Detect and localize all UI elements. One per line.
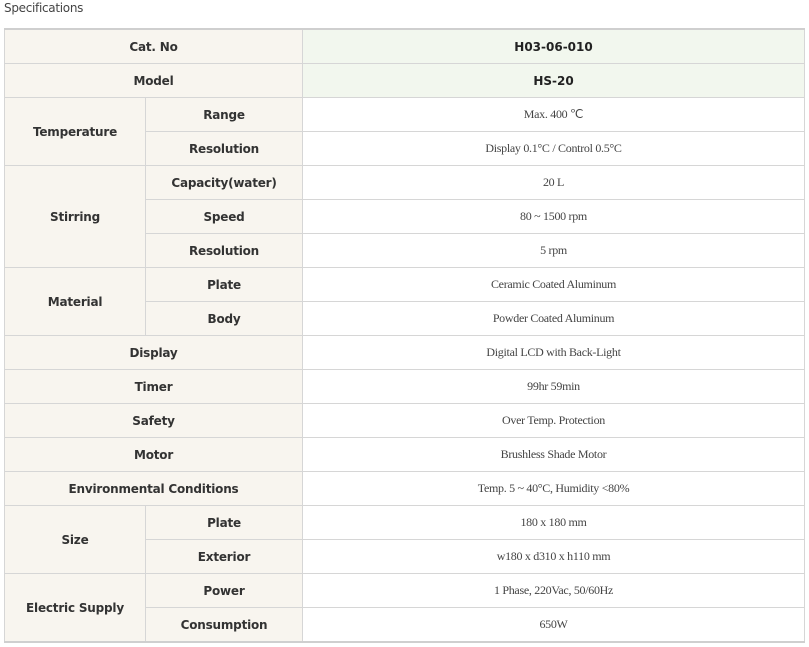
motor-value: Brushless Shade Motor bbox=[303, 438, 805, 472]
size-group-label: Size bbox=[5, 506, 146, 574]
table-row bbox=[5, 404, 805, 438]
model-label: Model bbox=[5, 64, 303, 98]
table-row bbox=[5, 574, 805, 608]
temperature-group-label: Temperature bbox=[5, 98, 146, 166]
stirring-resolution-value: 5 rpm bbox=[303, 234, 805, 268]
stirring-speed-value: 80 ~ 1500 rpm bbox=[303, 200, 805, 234]
stirring-resolution-label: Resolution bbox=[146, 234, 303, 268]
temperature-resolution-label: Resolution bbox=[146, 132, 303, 166]
timer-label: Timer bbox=[5, 370, 303, 404]
specifications-table bbox=[4, 28, 805, 643]
table-row bbox=[5, 506, 805, 540]
material-body-label: Body bbox=[146, 302, 303, 336]
table-row bbox=[5, 336, 805, 370]
table-row bbox=[5, 166, 805, 200]
stirring-capacity-label: Capacity(water) bbox=[146, 166, 303, 200]
table-row bbox=[5, 438, 805, 472]
size-plate-value: 180 x 180 mm bbox=[303, 506, 805, 540]
temperature-range-value: Max. 400 ℃ bbox=[303, 98, 805, 132]
size-plate-label: Plate bbox=[146, 506, 303, 540]
electric-power-value: 1 Phase, 220Vac, 50/60Hz bbox=[303, 574, 805, 608]
temperature-resolution-value: Display 0.1°C / Control 0.5°C bbox=[303, 132, 805, 166]
table-row bbox=[5, 64, 805, 98]
temperature-range-label: Range bbox=[146, 98, 303, 132]
cat-no-value: H03-06-010 bbox=[303, 29, 805, 64]
cat-no-label: Cat. No bbox=[5, 29, 303, 64]
display-label: Display bbox=[5, 336, 303, 370]
motor-label: Motor bbox=[5, 438, 303, 472]
safety-value: Over Temp. Protection bbox=[303, 404, 805, 438]
stirring-speed-label: Speed bbox=[146, 200, 303, 234]
electric-power-label: Power bbox=[146, 574, 303, 608]
environmental-conditions-label: Environmental Conditions bbox=[5, 472, 303, 506]
stirring-group-label: Stirring bbox=[5, 166, 146, 268]
environmental-conditions-value: Temp. 5 ~ 40°C, Humidity <80% bbox=[303, 472, 805, 506]
size-exterior-label: Exterior bbox=[146, 540, 303, 574]
stirring-capacity-value: 20 L bbox=[303, 166, 805, 200]
display-value: Digital LCD with Back-Light bbox=[303, 336, 805, 370]
table-row bbox=[5, 472, 805, 506]
material-plate-label: Plate bbox=[146, 268, 303, 302]
material-body-value: Powder Coated Aluminum bbox=[303, 302, 805, 336]
electric-consumption-label: Consumption bbox=[146, 608, 303, 643]
electric-consumption-value: 650W bbox=[303, 608, 805, 643]
table-row bbox=[5, 29, 805, 64]
table-row bbox=[5, 370, 805, 404]
model-value: HS-20 bbox=[303, 64, 805, 98]
page-title: Specifications bbox=[4, 1, 84, 15]
material-group-label: Material bbox=[5, 268, 146, 336]
timer-value: 99hr 59min bbox=[303, 370, 805, 404]
safety-label: Safety bbox=[5, 404, 303, 438]
table-row bbox=[5, 268, 805, 302]
material-plate-value: Ceramic Coated Aluminum bbox=[303, 268, 805, 302]
size-exterior-value: w180 x d310 x h110 mm bbox=[303, 540, 805, 574]
electric-supply-group-label: Electric Supply bbox=[5, 574, 146, 643]
table-row bbox=[5, 98, 805, 132]
